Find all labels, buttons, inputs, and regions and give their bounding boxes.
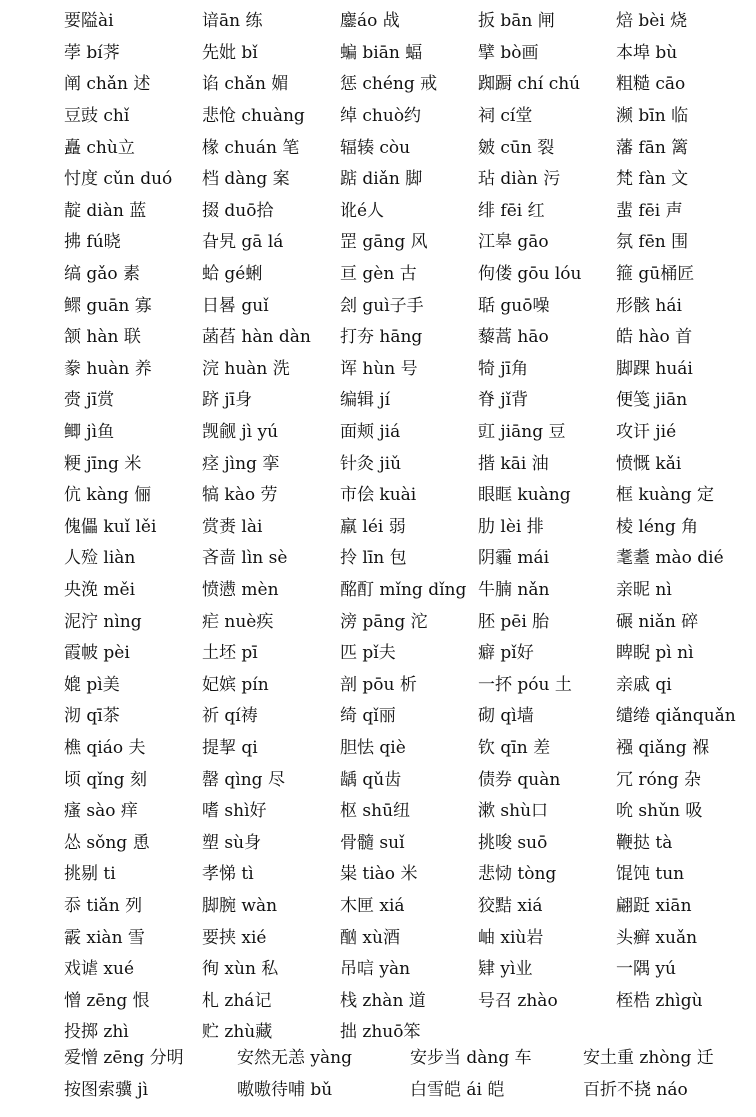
- vocab-entry: 针灸 jiǔ: [340, 453, 402, 474]
- vocab-entry: 荸 bí荠: [64, 42, 120, 63]
- vocab-entry: 泥泞 nìng: [64, 611, 142, 632]
- vocab-entry: 土坯 pī: [202, 643, 258, 664]
- vocab-entry: 粗糙 cāo: [616, 74, 686, 95]
- vocab-entry: 肄 yì业: [478, 959, 533, 980]
- vocab-entry: 亲昵 nì: [616, 579, 672, 600]
- vocab-entry: 痉 jìng 挛: [202, 453, 280, 474]
- idiom-entry: 安步当 dàng 车: [410, 1048, 532, 1069]
- vocab-entry: 樵 qiáo 夫: [64, 737, 146, 758]
- vocab-row: [64, 638, 754, 670]
- vocab-entry: 阴霾 mái: [478, 548, 550, 569]
- vocab-entry: 棱 léng 角: [616, 516, 699, 537]
- vocab-row: [64, 290, 754, 322]
- vocab-entry: 阐 chǎn 述: [64, 74, 151, 95]
- vocab-entry: 粜 tiào 米: [340, 864, 418, 885]
- vocab-entry: 绰 chuò约: [340, 106, 422, 127]
- vocab-row: [64, 6, 754, 38]
- vocab-entry: 犒 kào 劳: [202, 485, 278, 506]
- vocab-entry: 吊唁 yàn: [340, 959, 411, 980]
- vocab-entry: 刽 guì子手: [340, 295, 424, 316]
- vocab-row: [64, 417, 754, 449]
- vocab-entry: 罄 qìng 尽: [202, 769, 285, 790]
- vocab-row: [64, 512, 754, 544]
- vocab-entry: 档 dàng 案: [202, 169, 290, 190]
- vocab-row: [64, 922, 754, 954]
- vocab-entry: 妃嫔 pín: [202, 674, 269, 695]
- vocab-entry: 掇 duō拾: [202, 200, 274, 221]
- vocab-entry: 吮 shǔn 吸: [616, 801, 703, 822]
- vocab-entry: 胚 pēi 胎: [478, 611, 550, 632]
- vocab-row: [64, 575, 754, 607]
- vocab-entry: 伉 kàng 俪: [64, 485, 152, 506]
- vocab-entry: 头癣 xuǎn: [616, 927, 698, 948]
- vocab-entry: 绮 qǐ丽: [340, 706, 396, 727]
- vocab-entry: 龋 qǔ齿: [340, 769, 402, 790]
- vocab-entry: 央浼 měi: [64, 579, 136, 600]
- vocab-entry: 菡萏 hàn dàn: [202, 327, 311, 348]
- vocab-entry: 栈 zhàn 道: [340, 990, 426, 1011]
- vocab-entry: 钦 qīn 差: [478, 737, 551, 758]
- vocab-entry: 狡黠 xiá: [478, 895, 543, 916]
- vocab-entry: 债券 quàn: [478, 769, 561, 790]
- vocab-entry: 赏赉 lài: [202, 516, 263, 537]
- vocab-entry: 酩酊 mǐng dǐng: [340, 579, 467, 600]
- vocab-entry: 谙ān 练: [202, 11, 263, 32]
- vocab-entry: 襁 qiǎng 褓: [616, 737, 710, 758]
- vocab-entry: 框 kuàng 定: [616, 485, 715, 506]
- vocab-entry: 肋 lèi 排: [478, 516, 544, 537]
- vocab-entry: 擘 bò画: [478, 42, 539, 63]
- vocab-entry: 矗 chù立: [64, 137, 135, 158]
- vocab-row: [64, 69, 754, 101]
- vocab-entry: 岫 xiù岩: [478, 927, 544, 948]
- vocab-entry: 碾 niǎn 碎: [616, 611, 699, 632]
- vocab-entry: 骨髓 suǐ: [340, 832, 405, 853]
- vocab-entry: 脚腕 wàn: [202, 895, 278, 916]
- vocab-row: [64, 543, 754, 575]
- vocab-row: [64, 132, 754, 164]
- vocab-row: [64, 354, 754, 386]
- vocab-entry: 一隅 yú: [616, 959, 676, 980]
- vocab-entry: 鳏 guān 寡: [64, 295, 152, 316]
- vocab-entry: 要隘ài: [64, 11, 114, 32]
- vocab-entry: 祈 qí祷: [202, 706, 258, 727]
- vocabulary-grid: [64, 6, 754, 1049]
- vocab-entry: 剖 pōu 析: [340, 674, 417, 695]
- vocab-entry: 打夯 hāng: [340, 327, 423, 348]
- vocab-entry: 祠 cí堂: [478, 106, 533, 127]
- vocab-entry: 投掷 zhì: [64, 1022, 129, 1043]
- vocab-row: [64, 322, 754, 354]
- vocab-row: [64, 669, 754, 701]
- vocab-row: [64, 259, 754, 291]
- vocab-entry: 癖 pǐ好: [478, 643, 534, 664]
- vocab-entry: 绯 fēi 红: [478, 200, 545, 221]
- vocab-entry: 江皋 gāo: [478, 232, 549, 253]
- vocab-row: [64, 733, 754, 765]
- vocab-entry: 讹é人: [340, 200, 385, 221]
- vocab-entry: 疟 nuè疾: [202, 611, 274, 632]
- vocab-entry: 扳 bān 闸: [478, 11, 555, 32]
- vocab-row: [64, 606, 754, 638]
- vocab-entry: 玷 diàn 污: [478, 169, 561, 190]
- vocab-entry: 拙 zhuō笨: [340, 1022, 421, 1043]
- vocab-entry: 拂 fú晓: [64, 232, 121, 253]
- vocab-entry: 耄耋 mào dié: [616, 548, 724, 569]
- vocab-row: [64, 227, 754, 259]
- vocab-row: [64, 859, 754, 891]
- vocab-row: [64, 385, 754, 417]
- vocab-row: [64, 796, 754, 828]
- vocab-entry: 一抔 póu 土: [478, 674, 572, 695]
- vocab-entry: 聒 guō噪: [478, 295, 550, 316]
- vocab-entry: 贮 zhù藏: [202, 1022, 273, 1043]
- idiom-entry: 安然无恙 yàng: [237, 1048, 352, 1069]
- vocab-entry: 瘙 sào 痒: [64, 801, 138, 822]
- vocab-entry: 孝悌 tì: [202, 864, 254, 885]
- vocab-entry: 号召 zhào: [478, 990, 558, 1011]
- vocab-entry: 谄 chǎn 媚: [202, 74, 289, 95]
- vocab-entry: 霞帔 pèi: [64, 643, 130, 664]
- vocab-entry: 悲怆 chuàng: [202, 106, 305, 127]
- vocab-entry: 市侩 kuài: [340, 485, 417, 506]
- vocab-entry: 形骸 hái: [616, 295, 682, 316]
- vocab-entry: 塑 sù身: [202, 832, 262, 853]
- idiom-entry: 嗷嗷待哺 bǔ: [237, 1079, 333, 1100]
- vocab-entry: 脊 jǐ背: [478, 390, 529, 411]
- vocab-entry: 戏谑 xué: [64, 959, 135, 980]
- vocab-entry: 怂 sǒng 恿: [64, 832, 150, 853]
- idiom-entry: 爱憎 zēng 分明: [64, 1048, 184, 1069]
- vocab-entry: 亲戚 qi: [616, 674, 672, 695]
- vocab-entry: 悲恸 tòng: [478, 864, 557, 885]
- vocab-entry: 枢 shū纽: [340, 801, 411, 822]
- vocab-entry: 馄饨 tun: [616, 864, 685, 885]
- vocab-entry: 皴 cūn 裂: [478, 137, 555, 158]
- vocab-entry: 提挈 qi: [202, 737, 258, 758]
- vocab-entry: 蜚 fēi 声: [616, 200, 683, 221]
- vocab-entry: 霰 xiàn 雪: [64, 927, 145, 948]
- vocab-entry: 蝙 biān 蝠: [340, 42, 423, 63]
- vocab-entry: 诨 hùn 号: [340, 358, 418, 379]
- idiom-entry: 按图索骥 jì: [64, 1079, 149, 1100]
- vocab-entry: 顷 qǐng 刻: [64, 769, 147, 790]
- vocab-entry: 吝啬 lìn sè: [202, 548, 288, 569]
- vocab-entry: 豇 jiāng 豆: [478, 422, 566, 443]
- vocab-entry: 冗 róng 杂: [616, 769, 701, 790]
- vocab-entry: 睥睨 pì nì: [616, 643, 694, 664]
- vocab-entry: 鏖áo 战: [340, 11, 400, 32]
- vocab-entry: 桎梏 zhìgù: [616, 990, 703, 1011]
- vocab-entry: 媲 pì美: [64, 674, 120, 695]
- vocab-entry: 本埠 bù: [616, 42, 678, 63]
- vocab-entry: 胆怯 qiè: [340, 737, 406, 758]
- vocab-entry: 便笺 jiān: [616, 390, 688, 411]
- idiom-list: [64, 1043, 756, 1106]
- vocab-entry: 翩跹 xiān: [616, 895, 692, 916]
- vocab-entry: 梵 fàn 文: [616, 169, 689, 190]
- vocab-entry: 亘 gèn 古: [340, 264, 417, 285]
- vocab-entry: 觊觎 jì yú: [202, 422, 279, 443]
- vocab-entry: 攻讦 jié: [616, 422, 677, 443]
- idiom-row: [64, 1075, 756, 1107]
- vocab-entry: 跻 jī身: [202, 390, 253, 411]
- vocab-entry: 挑剔 ti: [64, 864, 116, 885]
- vocab-entry: 藩 fān 篱: [616, 137, 689, 158]
- vocab-entry: 匹 pǐ夫: [340, 643, 396, 664]
- vocab-entry: 滂 pāng 沱: [340, 611, 428, 632]
- vocab-entry: 眼眶 kuàng: [478, 485, 571, 506]
- vocab-entry: 徇 xùn 私: [202, 959, 279, 980]
- vocab-entry: 蛤 gé蜊: [202, 264, 263, 285]
- vocab-row: [64, 985, 754, 1017]
- vocab-entry: 木匣 xiá: [340, 895, 405, 916]
- vocab-entry: 佝偻 gōu lóu: [478, 264, 582, 285]
- vocab-entry: 濒 bīn 临: [616, 106, 689, 127]
- vocab-entry: 拎 līn 包: [340, 548, 407, 569]
- vocab-entry: 藜蒿 hāo: [478, 327, 549, 348]
- vocab-entry: 漱 shù口: [478, 801, 549, 822]
- vocab-entry: 日晷 guǐ: [202, 295, 269, 316]
- vocab-row: [64, 827, 754, 859]
- vocab-row: [64, 196, 754, 228]
- vocab-entry: 靛 diàn 蓝: [64, 200, 147, 221]
- vocab-entry: 牛腩 nǎn: [478, 579, 550, 600]
- vocab-entry: 豢 huàn 养: [64, 358, 152, 379]
- vocab-entry: 豆豉 chǐ: [64, 106, 130, 127]
- vocab-entry: 札 zhá记: [202, 990, 272, 1011]
- vocab-entry: 揩 kāi 油: [478, 453, 549, 474]
- vocab-entry: 愤慨 kǎi: [616, 453, 682, 474]
- vocab-entry: 羸 léi 弱: [340, 516, 406, 537]
- vocab-entry: 面颊 jiá: [340, 422, 401, 443]
- idiom-entry: 百折不挠 náo: [583, 1079, 688, 1100]
- vocab-entry: 焙 bèi 烧: [616, 11, 688, 32]
- vocab-entry: 辐辏 còu: [340, 137, 411, 158]
- vocab-entry: 砌 qì墙: [478, 706, 534, 727]
- vocab-entry: 颔 hàn 联: [64, 327, 141, 348]
- vocab-entry: 忝 tiǎn 列: [64, 895, 143, 916]
- vocab-entry: 犄 jī角: [478, 358, 529, 379]
- vocab-row: [64, 891, 754, 923]
- vocab-row: [64, 954, 754, 986]
- idiom-entry: 白雪皑 ái 皑: [410, 1079, 505, 1100]
- vocab-entry: 嗜 shì好: [202, 801, 267, 822]
- vocab-entry: 惩 chéng 戒: [340, 74, 438, 95]
- vocab-row: [64, 38, 754, 70]
- vocab-entry: 踟蹰 chí chú: [478, 74, 581, 95]
- vocab-entry: 傀儡 kuǐ lěi: [64, 516, 157, 537]
- vocab-entry: 粳 jīng 米: [64, 453, 142, 474]
- vocab-entry: 憎 zēng 恨: [64, 990, 150, 1011]
- vocab-entry: 缱绻 qiǎnquǎn: [616, 706, 736, 727]
- vocab-entry: 酗 xù酒: [340, 927, 400, 948]
- vocab-entry: 椽 chuán 笔: [202, 137, 300, 158]
- vocab-entry: 愤懑 mèn: [202, 579, 279, 600]
- vocab-row: [64, 480, 754, 512]
- vocab-row: [64, 101, 754, 133]
- vocab-entry: 踮 diǎn 脚: [340, 169, 423, 190]
- vocab-row: [64, 164, 754, 196]
- vocab-entry: 鲫 jì鱼: [64, 422, 115, 443]
- vocab-entry: 沏 qī茶: [64, 706, 120, 727]
- idiom-row: [64, 1043, 756, 1075]
- vocab-row: [64, 701, 754, 733]
- vocab-row: [64, 764, 754, 796]
- vocab-entry: 先妣 bǐ: [202, 42, 258, 63]
- vocab-entry: 要挟 xié: [202, 927, 267, 948]
- vocab-entry: 鞭挞 tà: [616, 832, 673, 853]
- vocab-entry: 皓 hào 首: [616, 327, 693, 348]
- vocab-entry: 赍 jī赏: [64, 390, 115, 411]
- vocab-entry: 旮旯 gā lá: [202, 232, 284, 253]
- vocab-entry: 挑唆 suō: [478, 832, 548, 853]
- vocab-entry: 编辑 jí: [340, 390, 391, 411]
- vocab-entry: 忖度 cǔn duó: [64, 169, 173, 190]
- vocab-entry: 箍 gū桶匠: [616, 264, 695, 285]
- vocab-entry: 罡 gāng 风: [340, 232, 428, 253]
- vocab-entry: 人殓 liàn: [64, 548, 136, 569]
- vocab-entry: 脚踝 huái: [616, 358, 693, 379]
- vocab-entry: 浣 huàn 洗: [202, 358, 290, 379]
- vocab-entry: 缟 gǎo 素: [64, 264, 141, 285]
- idiom-entry: 安土重 zhòng 迁: [583, 1048, 714, 1069]
- vocab-entry: 氛 fēn 围: [616, 232, 689, 253]
- vocab-row: [64, 448, 754, 480]
